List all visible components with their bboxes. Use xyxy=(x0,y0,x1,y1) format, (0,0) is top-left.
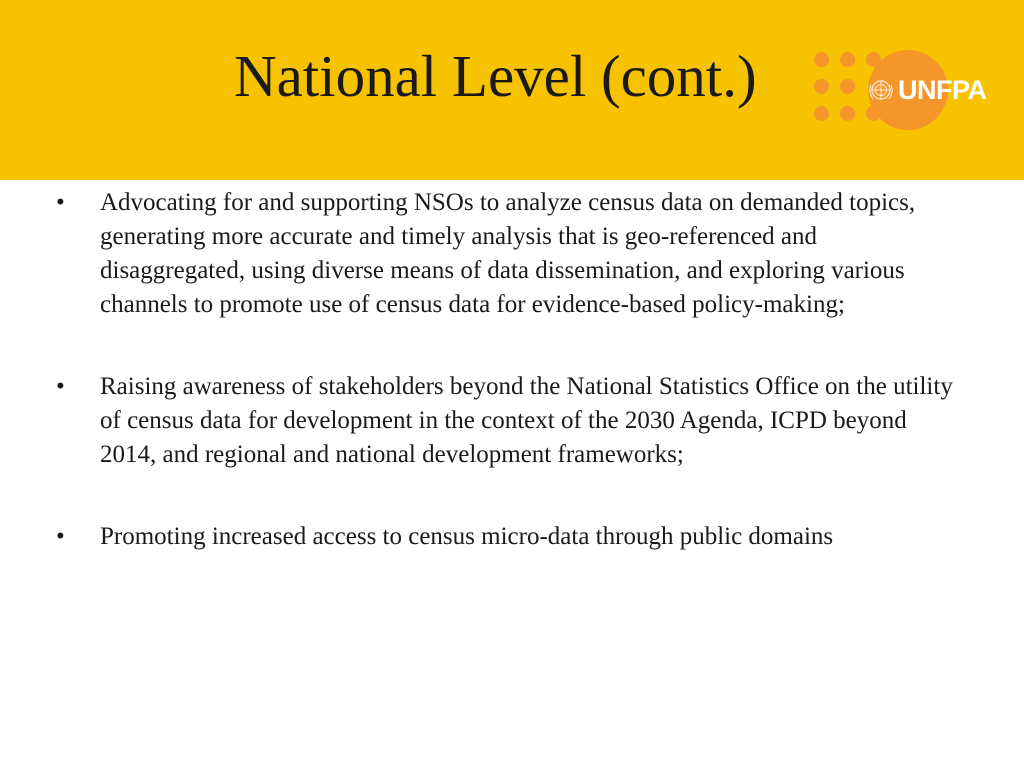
logo-text: UNFPA xyxy=(898,75,987,105)
bullet-marker: • xyxy=(56,373,65,400)
un-emblem-icon xyxy=(866,76,896,106)
bullet-text: Promoting increased access to census micro-data through public domains xyxy=(100,523,834,550)
bullet-item xyxy=(56,186,966,322)
bullet-list xyxy=(56,186,966,554)
bullet-text: Raising awareness of stakeholders beyond the National Statistics Office on the utility of census data for development in the context of the 2030 Agenda, ICPD beyond 2014, and regional and national development frameworks; xyxy=(100,373,953,468)
bullet-marker: • xyxy=(56,523,65,550)
unfpa-logo xyxy=(810,50,987,134)
bullet-item xyxy=(56,520,966,554)
bullet-item xyxy=(56,370,966,472)
page-title: National Level (cont.) xyxy=(234,43,757,109)
bullet-text: Advocating for and supporting NSOs to analyze census data on demanded topics, generating more accurate and timely analysis that is geo-referenced and disaggregated, using diverse means of data dissemination, and exploring various channels to promote use of census data for evidence-based policy-making; xyxy=(100,189,916,318)
header-band xyxy=(0,0,1024,180)
bullet-marker: • xyxy=(56,189,65,216)
